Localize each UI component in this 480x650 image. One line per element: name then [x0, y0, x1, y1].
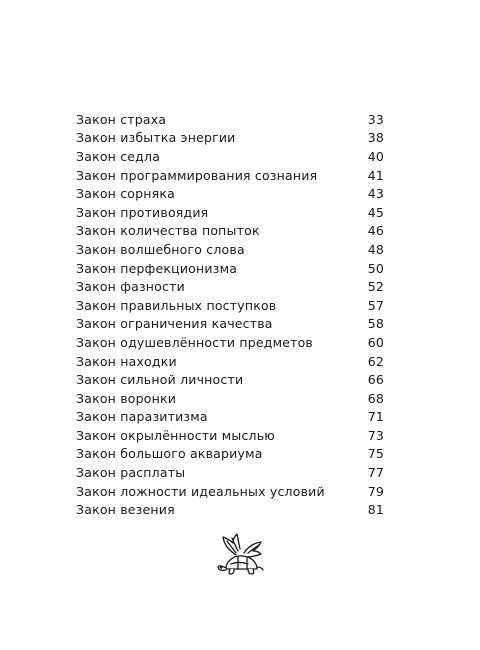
toc-entry	[76, 296, 384, 315]
toc-entry	[76, 389, 384, 408]
toc-entry-page: 77	[367, 465, 384, 481]
toc-entry	[76, 184, 384, 203]
toc-entry-title: Закон седла	[76, 148, 161, 164]
toc-entry-title: Закон количества попыток	[76, 223, 260, 239]
toc-entry-title: Закон окрылённости мыслью	[76, 427, 275, 443]
toc-entry-page: 48	[367, 241, 384, 257]
toc-entry	[76, 426, 384, 445]
toc-entry	[76, 315, 384, 334]
toc-entry-title: Закон сорняка	[76, 186, 175, 202]
toc-entry-title: Закон программирования сознания	[76, 167, 318, 183]
toc-entry-title: Закон расплаты	[76, 465, 186, 481]
toc-entry-title: Закон паразитизма	[76, 409, 208, 425]
toc-entry-title: Закон перфекционизма	[76, 260, 238, 276]
toc-entry	[76, 203, 384, 222]
toc-entry	[76, 110, 384, 129]
toc-entry-title: Закон правильных поступков	[76, 297, 277, 313]
toc-entry-page: 71	[367, 409, 384, 425]
toc-entry-page: 68	[367, 390, 384, 406]
toc-entry-page: 43	[367, 186, 384, 202]
toc-entry-page: 57	[367, 297, 384, 313]
toc-entry-title: Закон ложности идеальных условий	[76, 483, 325, 499]
toc-entry-page: 33	[367, 111, 384, 127]
toc-entry	[76, 500, 384, 519]
toc-entry	[76, 482, 384, 501]
toc-entry	[76, 463, 384, 482]
toc-entry-page: 52	[367, 279, 384, 295]
toc-entry	[76, 222, 384, 241]
toc-entry-title: Закон противоядия	[76, 204, 209, 220]
winged-turtle-icon	[214, 531, 268, 577]
toc-entry-page: 60	[367, 334, 384, 350]
toc-entry-title: Закон большого аквариума	[76, 446, 263, 462]
toc-entry-page: 41	[367, 167, 384, 183]
toc-entry-title: Закон находки	[76, 353, 177, 369]
toc-entry	[76, 445, 384, 464]
toc-entry	[76, 240, 384, 259]
toc-entry-page: 75	[367, 446, 384, 462]
toc-entry-title: Закон избытка энергии	[76, 130, 236, 146]
toc-entry	[76, 408, 384, 427]
toc-entry-page: 58	[367, 316, 384, 332]
toc-entry-page: 79	[367, 483, 384, 499]
toc-entry-page: 45	[367, 204, 384, 220]
toc-entry-page: 66	[367, 372, 384, 388]
toc-entry-page: 40	[367, 148, 384, 164]
toc-entry	[76, 129, 384, 148]
toc-entry-title: Закон везения	[76, 502, 175, 518]
toc-entry	[76, 277, 384, 296]
toc-entry-title: Закон ограничения качества	[76, 316, 273, 332]
toc-entry-page: 81	[367, 502, 384, 518]
toc-entry	[76, 166, 384, 185]
toc-entry	[76, 352, 384, 371]
toc-entry-title: Закон волшебного слова	[76, 241, 245, 257]
toc-entry-page: 46	[367, 223, 384, 239]
toc-entry	[76, 259, 384, 278]
toc-entry-title: Закон сильной личности	[76, 372, 244, 388]
toc-entry-page: 73	[367, 427, 384, 443]
toc-entry-page: 50	[367, 260, 384, 276]
toc-entry	[76, 333, 384, 352]
toc-entry-title: Закон фазности	[76, 279, 185, 295]
toc-entry-title: Закон воронки	[76, 390, 177, 406]
toc-entry-title: Закон одушевлённости предметов	[76, 334, 313, 350]
toc-entry-page: 62	[367, 353, 384, 369]
toc-entry-title: Закон страха	[76, 111, 167, 127]
toc-entry-page: 38	[367, 130, 384, 146]
table-of-contents	[76, 110, 384, 519]
toc-entry	[76, 370, 384, 389]
toc-entry	[76, 147, 384, 166]
